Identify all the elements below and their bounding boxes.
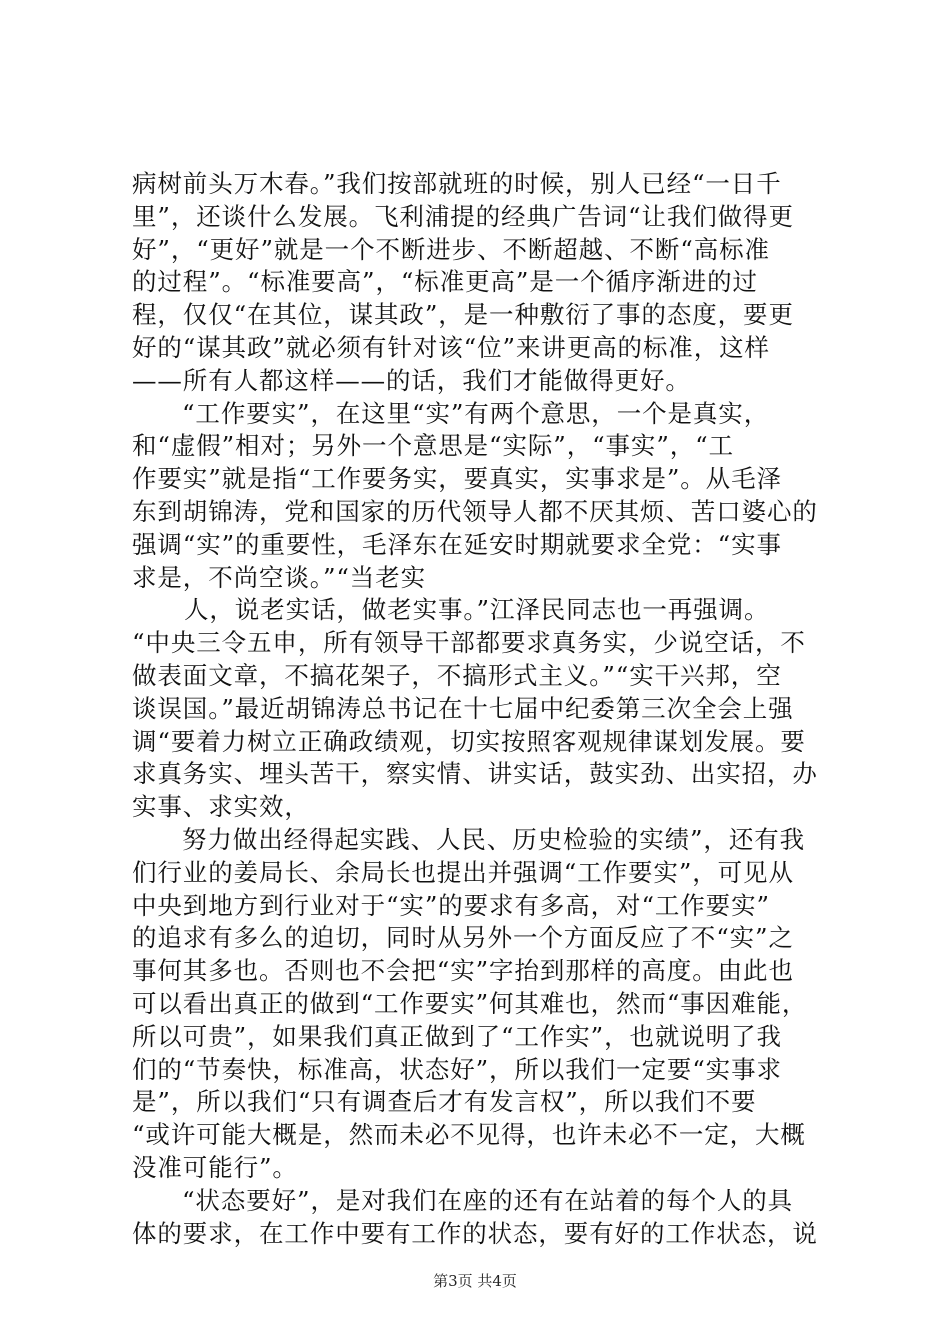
text-line: 东到胡锦涛，党和国家的历代领导人都不厌其烦、苦口婆心的 — [132, 496, 818, 526]
text-line: 的追求有多么的迫切，同时从另外一个方面反应了不“实”之 — [132, 923, 794, 953]
paragraph-start-line: 人，说老实话，做老实事。”江泽民同志也一再强调。 — [184, 595, 770, 625]
text-line: 体的要求，在工作中要有工作的状态，要有好的工作状态，说 — [132, 1218, 818, 1248]
text-line: 实事、求实效， — [132, 792, 310, 822]
text-line: 好的“谋其政”就必须有针对该“位”来讲更高的标准，这样 — [132, 332, 770, 362]
text-line: 求真务实、埋头苦干，察实情、讲实话，鼓实劲、出实招，办 — [132, 759, 818, 789]
text-line: 没准可能行”。 — [132, 1152, 298, 1182]
text-line: 谈误国。”最近胡锦涛总书记在十七届中纪委第三次全会上强 — [132, 693, 794, 723]
text-line: 里”，还谈什么发展。飞利浦提的经典广告词“让我们做得更 — [132, 201, 794, 231]
text-line: 和“虚假”相对；另外一个意思是“实际”，“事实”，“工 — [132, 431, 734, 461]
text-line: 所以可贵”，如果我们真正做到了“工作实”，也就说明了我 — [132, 1021, 782, 1051]
text-line: 做表面文章，不搞花架子，不搞形式主义。”“实干兴邦，空 — [132, 660, 782, 690]
text-line: 好”，“更好”就是一个不断进步、不断超越、不断“高标准 — [132, 234, 770, 264]
text-line: 们行业的姜局长、余局长也提出并强调“工作要实”，可见从 — [132, 857, 794, 887]
text-line: 是”，所以我们“只有调查后才有发言权”，所以我们不要 — [132, 1087, 757, 1117]
paragraph-start-line: “工作要实”，在这里“实”有两个意思，一个是真实， — [182, 398, 770, 428]
body-text — [132, 168, 832, 1250]
paragraph-start-line: “状态要好”，是对我们在座的还有在站着的每个人的具 — [182, 1185, 794, 1215]
text-line: 强调“实”的重要性，毛泽东在延安时期就要求全党：“实事 — [132, 529, 782, 559]
paragraph-start-line: 努力做出经得起实践、人民、历史检验的实绩”，还有我 — [182, 824, 806, 854]
text-line: “或许可能大概是，然而未必不见得，也许未必不一定，大概 — [132, 1120, 806, 1150]
text-line: 可以看出真正的做到“工作要实”何其难也，然而“事因难能， — [132, 988, 808, 1018]
text-line: 调“要着力树立正确政绩观，切实按照客观规律谋划发展。要 — [132, 726, 806, 756]
text-line: 程，仅仅“在其位，谋其政”，是一种敷衍了事的态度，要更 — [132, 300, 794, 330]
text-line: 的过程”。“标准要高”，“标准更高”是一个循序渐进的过 — [132, 267, 758, 297]
text-line: ——所有人都这样——的话，我们才能做得更好。 — [132, 365, 691, 395]
text-line: 中央到地方到行业对于“实”的要求有多高，对“工作要实” — [132, 890, 770, 920]
text-line: 求是，不尚空谈。”“当老实 — [132, 562, 426, 592]
text-line: 作要实”就是指“工作要务实，要真实，实事求是”。从毛泽 — [132, 464, 782, 494]
text-line: 病树前头万木春。”我们按部就班的时候，别人已经“一日千 — [132, 169, 782, 198]
text-line: 们的“节奏快，标准高，状态好”，所以我们一定要“实事求 — [132, 1054, 782, 1084]
text-line: “中央三令五申，所有领导干部都要求真务实，少说空话，不 — [132, 628, 806, 658]
text-line: 事何其多也。否则也不会把“实”字抬到那样的高度。由此也 — [132, 956, 794, 986]
page-number-footer: 第3页 共4页 — [433, 1272, 517, 1290]
